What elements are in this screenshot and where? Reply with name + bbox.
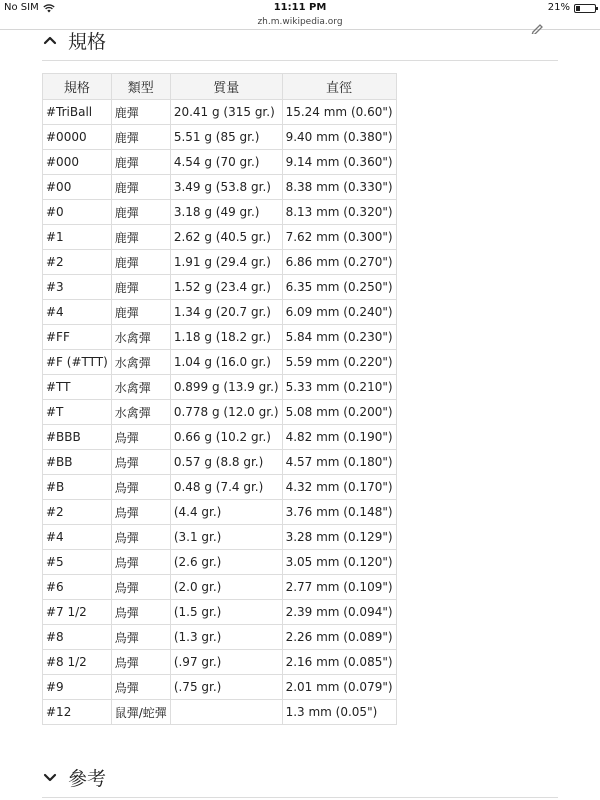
- cell-mass: 4.54 g (70 gr.): [170, 150, 282, 175]
- cell-diameter: 5.59 mm (0.220"): [282, 350, 396, 375]
- cell-type: 水禽彈: [111, 350, 170, 375]
- cell-mass: (2.6 gr.): [170, 550, 282, 575]
- cell-diameter: 7.62 mm (0.300"): [282, 225, 396, 250]
- cell-mass: 0.57 g (8.8 gr.): [170, 450, 282, 475]
- cell-spec: #F (#TTT): [43, 350, 112, 375]
- cell-mass: 0.899 g (13.9 gr.): [170, 375, 282, 400]
- cell-spec: #1: [43, 225, 112, 250]
- cell-spec: #2: [43, 500, 112, 525]
- cell-diameter: 1.3 mm (0.05"): [282, 700, 396, 725]
- table-row: [43, 550, 397, 575]
- cell-type: 鳥彈: [111, 425, 170, 450]
- cell-diameter: 4.57 mm (0.180"): [282, 450, 396, 475]
- cell-spec: #5: [43, 550, 112, 575]
- cell-type: 鳥彈: [111, 575, 170, 600]
- cell-mass: 1.18 g (18.2 gr.): [170, 325, 282, 350]
- table-row: [43, 425, 397, 450]
- cell-type: 鳥彈: [111, 600, 170, 625]
- carrier-label: No SIM: [4, 2, 39, 13]
- cell-diameter: 2.26 mm (0.089"): [282, 625, 396, 650]
- cell-mass: 2.62 g (40.5 gr.): [170, 225, 282, 250]
- chevron-down-icon: [42, 769, 60, 785]
- table-row: [43, 600, 397, 625]
- spec-table: [42, 73, 397, 725]
- cell-spec: #8 1/2: [43, 650, 112, 675]
- cell-mass: (1.3 gr.): [170, 625, 282, 650]
- cell-mass: (.75 gr.): [170, 675, 282, 700]
- cell-diameter: 5.33 mm (0.210"): [282, 375, 396, 400]
- cell-spec: #12: [43, 700, 112, 725]
- section-divider: [42, 797, 558, 798]
- table-row: [43, 400, 397, 425]
- cell-diameter: 8.38 mm (0.330"): [282, 175, 396, 200]
- status-time: 11:11 PM: [273, 2, 327, 13]
- cell-mass: (4.4 gr.): [170, 500, 282, 525]
- section-header-references[interactable]: [42, 762, 558, 792]
- cell-diameter: 6.86 mm (0.270"): [282, 250, 396, 275]
- cell-type: 鹿彈: [111, 125, 170, 150]
- cell-diameter: 9.40 mm (0.380"): [282, 125, 396, 150]
- cell-diameter: 5.08 mm (0.200"): [282, 400, 396, 425]
- cell-type: 水禽彈: [111, 375, 170, 400]
- cell-diameter: 6.09 mm (0.240"): [282, 300, 396, 325]
- cell-mass: 5.51 g (85 gr.): [170, 125, 282, 150]
- cell-spec: #2: [43, 250, 112, 275]
- cell-spec: #000: [43, 150, 112, 175]
- cell-spec: #4: [43, 525, 112, 550]
- table-row: [43, 650, 397, 675]
- cell-diameter: 3.05 mm (0.120"): [282, 550, 396, 575]
- battery-fill: [576, 6, 580, 11]
- cell-type: 鳥彈: [111, 475, 170, 500]
- cell-mass: 0.66 g (10.2 gr.): [170, 425, 282, 450]
- cell-mass: 1.04 g (16.0 gr.): [170, 350, 282, 375]
- cell-spec: #BBB: [43, 425, 112, 450]
- cell-type: 鹿彈: [111, 300, 170, 325]
- cell-mass: (.97 gr.): [170, 650, 282, 675]
- battery-percent: 21%: [547, 2, 570, 13]
- cell-diameter: 8.13 mm (0.320"): [282, 200, 396, 225]
- table-row: [43, 175, 397, 200]
- cell-spec: #6: [43, 575, 112, 600]
- column-header: 類型: [111, 74, 170, 100]
- cell-type: 鹿彈: [111, 100, 170, 125]
- table-row: [43, 500, 397, 525]
- table-row: [43, 250, 397, 275]
- cell-spec: #9: [43, 675, 112, 700]
- cell-mass: 3.49 g (53.8 gr.): [170, 175, 282, 200]
- cell-type: 鳥彈: [111, 450, 170, 475]
- table-row: [43, 525, 397, 550]
- table-row: [43, 700, 397, 725]
- cell-spec: #T: [43, 400, 112, 425]
- cell-type: 水禽彈: [111, 325, 170, 350]
- cell-type: 鹿彈: [111, 250, 170, 275]
- cell-diameter: 3.76 mm (0.148"): [282, 500, 396, 525]
- url-bar[interactable]: zh.m.wikipedia.org: [257, 17, 343, 27]
- cell-type: 鹿彈: [111, 200, 170, 225]
- table-header-row: [43, 74, 397, 100]
- column-header: 質量: [170, 74, 282, 100]
- cell-spec: #00: [43, 175, 112, 200]
- spec-table-body: [43, 100, 397, 725]
- table-row: [43, 450, 397, 475]
- cell-diameter: 9.14 mm (0.360"): [282, 150, 396, 175]
- cell-spec: #4: [43, 300, 112, 325]
- cell-spec: #TriBall: [43, 100, 112, 125]
- cell-diameter: 2.01 mm (0.079"): [282, 675, 396, 700]
- cell-type: 鳥彈: [111, 650, 170, 675]
- cell-spec: #7 1/2: [43, 600, 112, 625]
- cell-type: 鳥彈: [111, 525, 170, 550]
- status-right: [548, 0, 596, 16]
- column-header: 規格: [43, 74, 112, 100]
- cell-diameter: 2.77 mm (0.109"): [282, 575, 396, 600]
- cell-type: 鳥彈: [111, 550, 170, 575]
- cell-type: 鳥彈: [111, 500, 170, 525]
- table-row: [43, 125, 397, 150]
- cell-mass: 1.34 g (20.7 gr.): [170, 300, 282, 325]
- section-header-spec[interactable]: [42, 25, 558, 55]
- cell-mass: 1.52 g (23.4 gr.): [170, 275, 282, 300]
- cell-diameter: 2.39 mm (0.094"): [282, 600, 396, 625]
- cell-spec: #FF: [43, 325, 112, 350]
- column-header: 直徑: [282, 74, 396, 100]
- table-row: [43, 350, 397, 375]
- table-row: [43, 675, 397, 700]
- table-row: [43, 150, 397, 175]
- cell-diameter: 3.28 mm (0.129"): [282, 525, 396, 550]
- table-row: [43, 275, 397, 300]
- table-row: [43, 300, 397, 325]
- cell-spec: #8: [43, 625, 112, 650]
- cell-spec: #TT: [43, 375, 112, 400]
- cell-spec: #B: [43, 475, 112, 500]
- status-bar: [0, 0, 600, 16]
- table-row: [43, 475, 397, 500]
- cell-mass: 0.778 g (12.0 gr.): [170, 400, 282, 425]
- cell-mass: (1.5 gr.): [170, 600, 282, 625]
- table-row: [43, 225, 397, 250]
- section-title-spec: 規格: [68, 30, 107, 53]
- cell-mass: [170, 700, 282, 725]
- cell-type: 鼠彈/蛇彈: [111, 700, 170, 725]
- table-row: [43, 625, 397, 650]
- table-row: [43, 575, 397, 600]
- cell-spec: #BB: [43, 450, 112, 475]
- cell-diameter: 4.32 mm (0.170"): [282, 475, 396, 500]
- table-row: [43, 100, 397, 125]
- chevron-up-icon: [42, 32, 60, 48]
- battery-icon: [574, 4, 596, 13]
- cell-mass: (2.0 gr.): [170, 575, 282, 600]
- cell-spec: #0: [43, 200, 112, 225]
- cell-mass: 1.91 g (29.4 gr.): [170, 250, 282, 275]
- cell-mass: 0.48 g (7.4 gr.): [170, 475, 282, 500]
- section-divider: [42, 60, 558, 61]
- cell-diameter: 6.35 mm (0.250"): [282, 275, 396, 300]
- table-row: [43, 325, 397, 350]
- cell-mass: 20.41 g (315 gr.): [170, 100, 282, 125]
- cell-diameter: 15.24 mm (0.60"): [282, 100, 396, 125]
- cell-mass: 3.18 g (49 gr.): [170, 200, 282, 225]
- table-row: [43, 375, 397, 400]
- cell-diameter: 2.16 mm (0.085"): [282, 650, 396, 675]
- cell-type: 鹿彈: [111, 275, 170, 300]
- cell-mass: (3.1 gr.): [170, 525, 282, 550]
- table-row: [43, 200, 397, 225]
- cell-type: 水禽彈: [111, 400, 170, 425]
- cell-type: 鳥彈: [111, 675, 170, 700]
- cell-type: 鹿彈: [111, 175, 170, 200]
- section-title-references: 參考: [68, 767, 107, 790]
- cell-type: 鹿彈: [111, 225, 170, 250]
- cell-type: 鹿彈: [111, 150, 170, 175]
- cell-diameter: 5.84 mm (0.230"): [282, 325, 396, 350]
- cell-spec: #3: [43, 275, 112, 300]
- cell-spec: #0000: [43, 125, 112, 150]
- cell-type: 鳥彈: [111, 625, 170, 650]
- cell-diameter: 4.82 mm (0.190"): [282, 425, 396, 450]
